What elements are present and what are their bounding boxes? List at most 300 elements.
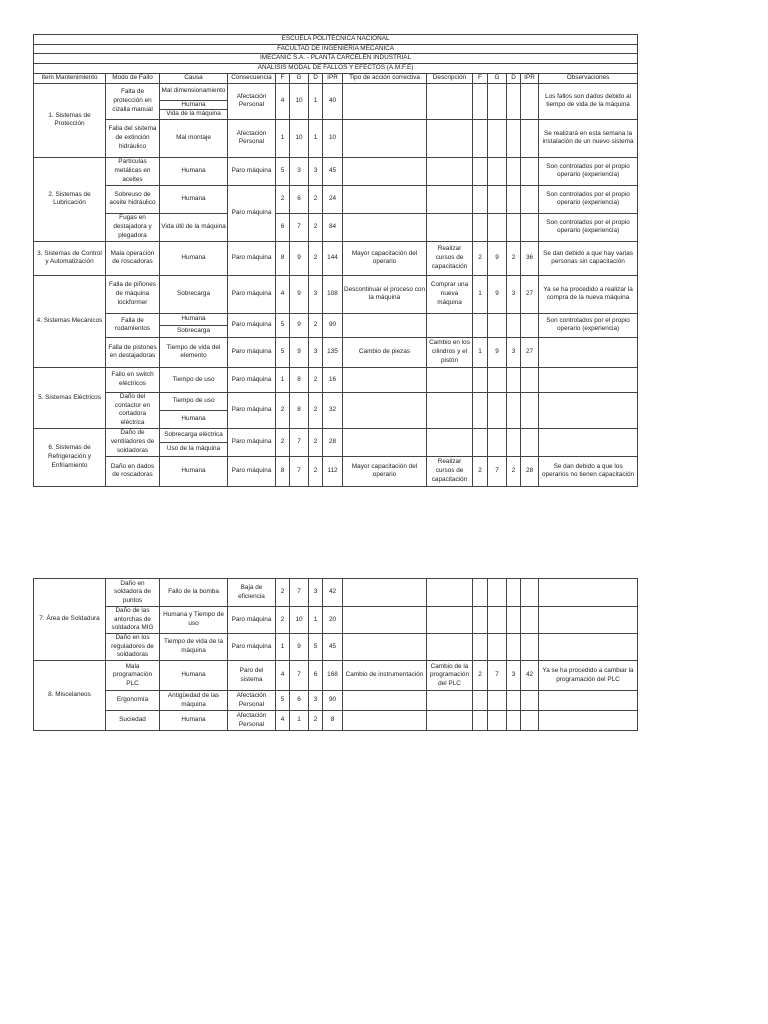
table-row <box>34 634 638 661</box>
cell-descripcion: Cambio en los cilindros y el pistón <box>427 337 473 367</box>
cell-descripcion <box>427 634 473 661</box>
cell-accion <box>343 185 427 213</box>
cell-observaciones: Se dan debido a que los operarios no tienen capacitación <box>539 456 638 486</box>
cell-accion: Descontinuar el proceso con la máquina <box>343 275 427 313</box>
cell-f: 2 <box>276 579 290 607</box>
cell-ipr2 <box>521 691 539 711</box>
cell-g: 9 <box>290 337 309 367</box>
table-row <box>34 392 638 410</box>
cell-modo: Fugas en destajadora y plegadora <box>106 213 160 241</box>
cell-g2: 9 <box>488 337 507 367</box>
cell-ipr2 <box>521 634 539 661</box>
item-cell: 3. Sistemas de Control y Automatización <box>34 241 106 275</box>
cell-g: 9 <box>290 634 309 661</box>
cell-f: 4 <box>276 275 290 313</box>
cell-observaciones <box>539 428 638 456</box>
col-ipr2: IPR <box>521 73 539 83</box>
col-descripcion: Descripción <box>427 73 473 83</box>
cell-g2 <box>488 185 507 213</box>
cell-accion <box>343 711 427 731</box>
cell-g2 <box>488 392 507 428</box>
cell-observaciones: Ya se ha procedido a cambiar la programación del PLC <box>539 661 638 691</box>
cell-g: 8 <box>290 367 309 392</box>
cell-ipr2: 36 <box>521 241 539 275</box>
cell-ipr2 <box>521 185 539 213</box>
cell-d2 <box>507 428 521 456</box>
cell-ipr: 108 <box>323 275 343 313</box>
cell-d2 <box>507 392 521 428</box>
cell-f2 <box>473 634 488 661</box>
cell-g2 <box>488 313 507 337</box>
cell-g2 <box>488 428 507 456</box>
cell-modo: Fallo en switch eléctricos <box>106 367 160 392</box>
item-cell: 6. Sistemas de Refrigeración y Enfriamiento <box>34 428 106 486</box>
cell-f2: 1 <box>473 337 488 367</box>
cell-ipr: 20 <box>323 607 343 634</box>
cell-accion: Mayor capacitación del operario <box>343 241 427 275</box>
cell-accion: Cambio de instrumentación <box>343 661 427 691</box>
cell-g: 10 <box>290 119 309 157</box>
cell-d: 2 <box>309 428 323 456</box>
cell-f: 1 <box>276 367 290 392</box>
cell-ipr: 10 <box>323 119 343 157</box>
col-item: Item Mantenimiento <box>34 73 106 83</box>
cell-observaciones <box>539 579 638 607</box>
cell-observaciones <box>539 634 638 661</box>
cell-f: 8 <box>276 241 290 275</box>
cell-descripcion <box>427 691 473 711</box>
cell-consecuencia: Paro máquina <box>228 456 276 486</box>
cell-causa: Tiempo de vida de la máquina <box>160 634 228 661</box>
header-title: ANÁLISIS MODAL DE FALLOS Y EFECTOS (A.M.F.E) <box>34 63 638 73</box>
cell-d: 3 <box>309 275 323 313</box>
col-modo: Modo de Fallo <box>106 73 160 83</box>
cell-f2 <box>473 185 488 213</box>
cell-ipr: 90 <box>323 691 343 711</box>
cell-causa: Mal montaje <box>160 119 228 157</box>
cell-d: 2 <box>309 185 323 213</box>
item-cell: 7. Área de Soldadura <box>34 579 106 661</box>
cell-ipr: 84 <box>323 213 343 241</box>
cell-d: 3 <box>309 691 323 711</box>
cell-consecuencia: Baja de eficiencia <box>228 579 276 607</box>
cell-d2: 2 <box>507 241 521 275</box>
cell-descripcion <box>427 119 473 157</box>
cell-g2: 9 <box>488 275 507 313</box>
cell-consecuencia: Paro máquina <box>228 392 276 428</box>
cell-ipr2: 28 <box>521 456 539 486</box>
table-row <box>34 241 638 275</box>
cell-accion <box>343 213 427 241</box>
cell-observaciones <box>539 607 638 634</box>
cell-causa: Mal dimensionamiento <box>160 83 228 100</box>
cell-observaciones <box>539 367 638 392</box>
cell-d2: 2 <box>507 456 521 486</box>
amfe-table <box>33 34 638 487</box>
cell-ipr: 45 <box>323 157 343 185</box>
cell-ipr: 8 <box>323 711 343 731</box>
header-school: ESCUELA POLITÉCNICA NACIONAL <box>34 35 638 45</box>
cell-f2 <box>473 711 488 731</box>
cell-ipr2 <box>521 607 539 634</box>
cell-f2 <box>473 157 488 185</box>
cell-descripcion: Cambio de la programación del PLC <box>427 661 473 691</box>
cell-g: 7 <box>290 661 309 691</box>
col-ipr: IPR <box>323 73 343 83</box>
table-row <box>34 213 638 241</box>
cell-observaciones: Son controlados por el propio operario (experiencia) <box>539 185 638 213</box>
cell-causa: Vida útil de la máquina <box>160 213 228 241</box>
cell-accion: Mayor capacitación del operario <box>343 456 427 486</box>
cell-ipr2 <box>521 213 539 241</box>
cell-causa: Sobrecarga eléctrica <box>160 428 228 442</box>
item-cell: 4. Sistemas Mecánicos <box>34 275 106 367</box>
cell-d2: 3 <box>507 661 521 691</box>
cell-causa: Sobrecarga <box>160 325 228 337</box>
cell-d2 <box>507 711 521 731</box>
cell-accion <box>343 579 427 607</box>
cell-g: 6 <box>290 185 309 213</box>
cell-g: 7 <box>290 213 309 241</box>
cell-f: 1 <box>276 119 290 157</box>
cell-causa: Sobrecarga <box>160 275 228 313</box>
cell-d: 1 <box>309 607 323 634</box>
cell-descripcion <box>427 185 473 213</box>
cell-modo: Falla de rodamientos <box>106 313 160 337</box>
cell-d2 <box>507 83 521 119</box>
cell-observaciones: Son controlados por el propio operario (experiencia) <box>539 313 638 337</box>
cell-ipr: 135 <box>323 337 343 367</box>
cell-g: 3 <box>290 157 309 185</box>
cell-descripcion <box>427 607 473 634</box>
cell-causa: Humana <box>160 241 228 275</box>
cell-f: 2 <box>276 428 290 456</box>
cell-causa: Humana <box>160 185 228 213</box>
cell-g2 <box>488 579 507 607</box>
cell-f: 4 <box>276 83 290 119</box>
cell-modo: Ergonomía <box>106 691 160 711</box>
cell-descripcion <box>427 392 473 428</box>
cell-accion <box>343 691 427 711</box>
cell-f2: 2 <box>473 241 488 275</box>
cell-modo: Daño del contactor en cortadora eléctrica <box>106 392 160 428</box>
cell-f2 <box>473 579 488 607</box>
cell-g: 1 <box>290 711 309 731</box>
cell-observaciones <box>539 711 638 731</box>
cell-f: 5 <box>276 157 290 185</box>
col-accion: Tipo de acción correctiva <box>343 73 427 83</box>
cell-d2 <box>507 119 521 157</box>
table-row <box>34 367 638 392</box>
cell-f: 5 <box>276 313 290 337</box>
cell-modo: Falla del sistema de extinción hidráulico <box>106 119 160 157</box>
col-causa: Causa <box>160 73 228 83</box>
cell-g: 6 <box>290 691 309 711</box>
cell-f: 4 <box>276 711 290 731</box>
item-cell: 1. Sistemas de Protección <box>34 83 106 157</box>
cell-consecuencia: Paro máquina <box>228 157 276 185</box>
cell-causa: Fallo de la bomba <box>160 579 228 607</box>
cell-modo: Daño de ventiladores de soldadoras <box>106 428 160 456</box>
cell-causa: Humana <box>160 661 228 691</box>
cell-modo: Daño de las antorchas de soldadora MIG <box>106 607 160 634</box>
cell-modo: Daño en los reguladores de soldadoras <box>106 634 160 661</box>
cell-descripcion: Realizar cursos de capacitación <box>427 456 473 486</box>
cell-g: 9 <box>290 275 309 313</box>
header-faculty: FACULTAD DE INGENIERÍA MECÁNICA <box>34 44 638 54</box>
cell-modo: Falla de pistones en destajadoras <box>106 337 160 367</box>
cell-consecuencia: Paro máquina <box>228 337 276 367</box>
cell-modo: Falta de protección en cizalla manual <box>106 83 160 119</box>
cell-descripcion <box>427 313 473 337</box>
cell-d2 <box>507 691 521 711</box>
col-f: F <box>276 73 290 83</box>
cell-descripcion <box>427 83 473 119</box>
cell-accion: Cambio de piezas <box>343 337 427 367</box>
cell-f2 <box>473 313 488 337</box>
cell-consecuencia: Afectación Personal <box>228 691 276 711</box>
cell-d2 <box>507 313 521 337</box>
cell-d: 2 <box>309 313 323 337</box>
col-d: D <box>309 73 323 83</box>
cell-descripcion <box>427 428 473 456</box>
cell-causa: Humana <box>160 100 228 110</box>
cell-ipr2 <box>521 392 539 428</box>
cell-d: 5 <box>309 634 323 661</box>
amfe-table-continued <box>33 578 638 731</box>
cell-g: 7 <box>290 579 309 607</box>
cell-descripcion <box>427 579 473 607</box>
cell-f: 8 <box>276 456 290 486</box>
cell-ipr: 16 <box>323 367 343 392</box>
cell-ipr: 24 <box>323 185 343 213</box>
cell-consecuencia: Afectación Personal <box>228 711 276 731</box>
cell-modo: Daño en dados de roscadoras <box>106 456 160 486</box>
cell-observaciones <box>539 337 638 367</box>
cell-f2 <box>473 119 488 157</box>
cell-ipr: 112 <box>323 456 343 486</box>
cell-accion <box>343 428 427 456</box>
cell-d: 2 <box>309 711 323 731</box>
cell-causa: Humana <box>160 157 228 185</box>
cell-accion <box>343 367 427 392</box>
cell-causa: Antigüedad de las máquina <box>160 691 228 711</box>
cell-g: 9 <box>290 313 309 337</box>
cell-d2: 3 <box>507 337 521 367</box>
col-consecuencia: Consecuencia <box>228 73 276 83</box>
cell-ipr2 <box>521 83 539 119</box>
cell-causa: Vida de la máquina <box>160 110 228 120</box>
cell-causa: Tiempo de uso <box>160 392 228 410</box>
cell-modo: Falla de piñones de máquina lockformer <box>106 275 160 313</box>
cell-consecuencia: Paro máquina <box>228 607 276 634</box>
item-cell: 5. Sistemas Eléctricos <box>34 367 106 428</box>
table-row <box>34 428 638 442</box>
cell-d2 <box>507 185 521 213</box>
cell-ipr2 <box>521 367 539 392</box>
item-cell: 2. Sistemas de Lubricación <box>34 157 106 241</box>
cell-g2 <box>488 711 507 731</box>
cell-ipr2: 42 <box>521 661 539 691</box>
table-row <box>34 275 638 313</box>
cell-f2 <box>473 367 488 392</box>
cell-d2 <box>507 367 521 392</box>
cell-causa: Humana <box>160 456 228 486</box>
cell-modo: Suciedad <box>106 711 160 731</box>
cell-descripcion <box>427 157 473 185</box>
cell-d2: 3 <box>507 275 521 313</box>
cell-d2 <box>507 157 521 185</box>
cell-f2 <box>473 607 488 634</box>
cell-causa: Humana <box>160 711 228 731</box>
cell-g2 <box>488 119 507 157</box>
cell-d: 2 <box>309 213 323 241</box>
cell-f2 <box>473 691 488 711</box>
cell-ipr2 <box>521 579 539 607</box>
cell-g2 <box>488 83 507 119</box>
cell-observaciones <box>539 691 638 711</box>
cell-d: 2 <box>309 241 323 275</box>
cell-consecuencia: Afectación Personal <box>228 83 276 119</box>
table-row <box>34 337 638 367</box>
cell-ipr2 <box>521 119 539 157</box>
cell-causa: Humana y Tiempo de uso <box>160 607 228 634</box>
cell-d: 2 <box>309 456 323 486</box>
cell-d2 <box>507 213 521 241</box>
cell-consecuencia: Paro máquina <box>228 185 276 241</box>
cell-g2 <box>488 607 507 634</box>
cell-causa: Humana <box>160 410 228 428</box>
cell-f2 <box>473 83 488 119</box>
cell-g2: 9 <box>488 241 507 275</box>
cell-observaciones: Los fallos son dados debido al tiempo de vida de la máquina <box>539 83 638 119</box>
cell-ipr: 28 <box>323 428 343 456</box>
table-row <box>34 313 638 325</box>
cell-g2 <box>488 367 507 392</box>
cell-g: 9 <box>290 241 309 275</box>
cell-observaciones: Son controlados por el propio operario (experiencia) <box>539 213 638 241</box>
cell-ipr: 32 <box>323 392 343 428</box>
col-d2: D <box>507 73 521 83</box>
cell-consecuencia: Paro del sistema <box>228 661 276 691</box>
cell-descripcion <box>427 213 473 241</box>
cell-modo: Partículas metálicas en aceites <box>106 157 160 185</box>
cell-g2 <box>488 634 507 661</box>
cell-consecuencia: Paro máquina <box>228 428 276 456</box>
cell-f2 <box>473 428 488 456</box>
cell-accion <box>343 119 427 157</box>
cell-d2 <box>507 579 521 607</box>
table-row <box>34 691 638 711</box>
cell-f2 <box>473 213 488 241</box>
cell-causa: Tiempo de uso <box>160 367 228 392</box>
cell-consecuencia: Paro máquina <box>228 241 276 275</box>
cell-consecuencia: Paro máquina <box>228 275 276 313</box>
cell-f: 2 <box>276 607 290 634</box>
cell-ipr2 <box>521 157 539 185</box>
header-company: IMECANIC S.A. - PLANTA CARCELÉN INDUSTRIAL <box>34 54 638 64</box>
col-f2: F <box>473 73 488 83</box>
cell-accion <box>343 313 427 337</box>
cell-ipr: 90 <box>323 313 343 337</box>
cell-f: 4 <box>276 661 290 691</box>
cell-accion <box>343 607 427 634</box>
cell-ipr: 168 <box>323 661 343 691</box>
cell-f: 6 <box>276 213 290 241</box>
cell-d: 2 <box>309 392 323 428</box>
cell-f2: 2 <box>473 456 488 486</box>
cell-g2: 7 <box>488 661 507 691</box>
table-row <box>34 579 638 607</box>
cell-accion <box>343 157 427 185</box>
cell-d: 3 <box>309 157 323 185</box>
cell-accion <box>343 392 427 428</box>
cell-consecuencia: Paro máquina <box>228 313 276 337</box>
item-cell: 8. Miscelaneos <box>34 661 106 731</box>
col-observaciones: Observaciones <box>539 73 638 83</box>
table-row <box>34 607 638 634</box>
cell-ipr: 45 <box>323 634 343 661</box>
cell-d: 3 <box>309 579 323 607</box>
cell-observaciones: Se realizará en esta semana la instalación de un nuevo sistema <box>539 119 638 157</box>
cell-d: 2 <box>309 367 323 392</box>
cell-g: 10 <box>290 607 309 634</box>
cell-g2 <box>488 213 507 241</box>
cell-f: 1 <box>276 634 290 661</box>
column-header-row <box>34 73 638 83</box>
cell-ipr: 40 <box>323 83 343 119</box>
cell-ipr: 42 <box>323 579 343 607</box>
cell-modo: Mala programación PLC <box>106 661 160 691</box>
cell-f: 2 <box>276 392 290 428</box>
cell-f2: 1 <box>473 275 488 313</box>
cell-descripcion <box>427 711 473 731</box>
cell-f: 2 <box>276 185 290 213</box>
cell-f: 5 <box>276 691 290 711</box>
table-row <box>34 157 638 185</box>
table-row <box>34 456 638 486</box>
cell-g: 7 <box>290 428 309 456</box>
col-g: G <box>290 73 309 83</box>
cell-accion <box>343 83 427 119</box>
cell-d: 1 <box>309 83 323 119</box>
cell-ipr2 <box>521 428 539 456</box>
cell-d: 6 <box>309 661 323 691</box>
cell-consecuencia: Paro máquina <box>228 634 276 661</box>
table-row <box>34 711 638 731</box>
cell-d2 <box>507 607 521 634</box>
cell-ipr2 <box>521 313 539 337</box>
cell-g: 8 <box>290 392 309 428</box>
cell-f2 <box>473 392 488 428</box>
cell-g: 10 <box>290 83 309 119</box>
cell-consecuencia: Paro máquina <box>228 367 276 392</box>
cell-f2: 2 <box>473 661 488 691</box>
cell-d: 1 <box>309 119 323 157</box>
cell-descripcion <box>427 367 473 392</box>
cell-ipr2: 27 <box>521 337 539 367</box>
table-row <box>34 661 638 691</box>
cell-accion <box>343 634 427 661</box>
cell-g: 7 <box>290 456 309 486</box>
cell-modo: Daño en soldadora de puntos <box>106 579 160 607</box>
cell-observaciones: Se dan debido a que hay varias personas sin capacitación <box>539 241 638 275</box>
cell-consecuencia: Afectación Personal <box>228 119 276 157</box>
cell-observaciones: Ya se ha procedido a realizar la compra de la nueva máquina <box>539 275 638 313</box>
col-g2: G <box>488 73 507 83</box>
cell-d2 <box>507 634 521 661</box>
cell-ipr2: 27 <box>521 275 539 313</box>
